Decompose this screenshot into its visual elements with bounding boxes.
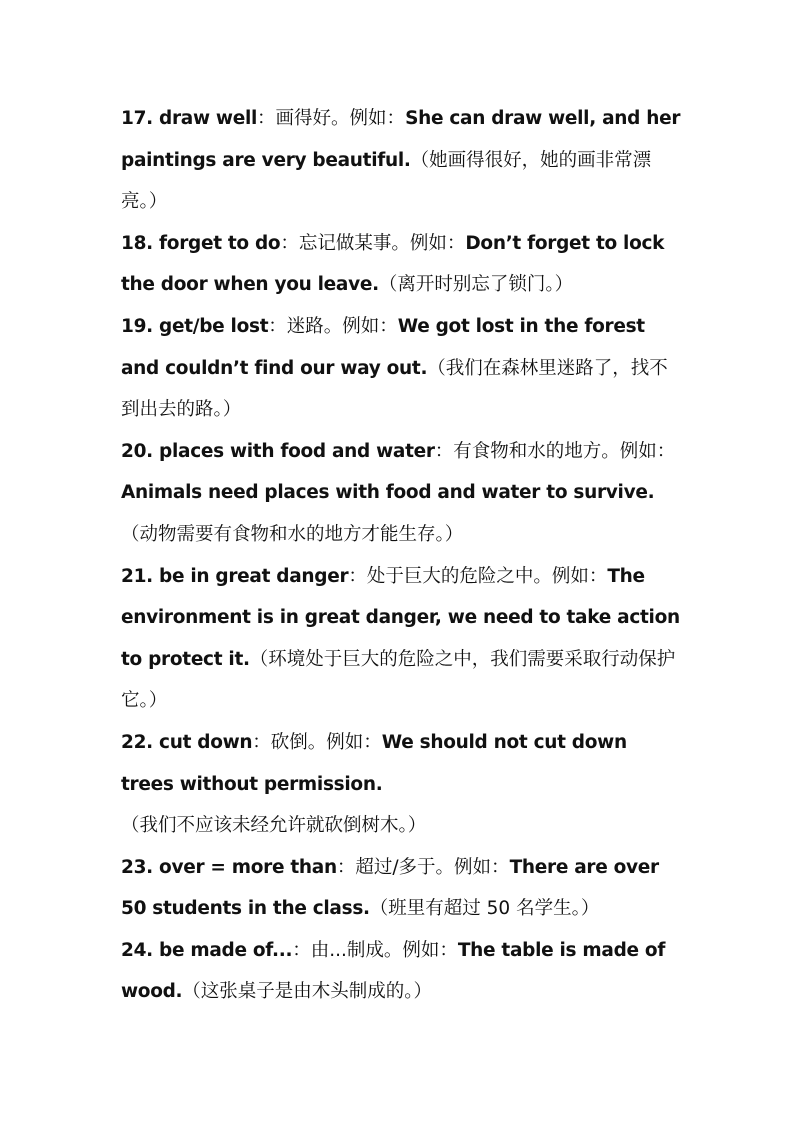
entry-19 — [121, 306, 681, 431]
entry-translation: （班里有超过 50 名学生。） — [369, 898, 600, 920]
entry-number: 23. — [121, 856, 153, 878]
entry-example: She can draw well, and her paintings are very beautiful. — [121, 108, 681, 171]
entry-phrase: be made of... — [159, 939, 293, 961]
entry-21 — [121, 556, 681, 722]
entry-phrase: cut down — [159, 731, 253, 753]
entry-number: 17. — [121, 108, 153, 129]
entry-meaning: ：超过/多于。例如： — [336, 856, 510, 878]
entry-meaning: ：画得好。例如： — [257, 108, 406, 129]
entry-number: 19. — [121, 315, 153, 337]
entry-meaning: ：由...制成。例如： — [292, 939, 458, 961]
entry-meaning: ：有食物和水的地方。例如： — [434, 440, 676, 462]
entry-translation: （离开时别忘了锁门。） — [378, 274, 574, 296]
entry-translation: （我们不应该未经允许就砍倒树木。） — [121, 815, 427, 837]
entry-example: Animals need places with food and water to survive. — [121, 482, 655, 504]
entry-meaning: ：迷路。例如： — [268, 315, 398, 337]
entry-translation: （这张桌子是由木头制成的。） — [182, 981, 433, 1003]
entry-17 — [121, 98, 681, 223]
entry-meaning: ：忘记做某事。例如： — [280, 232, 466, 254]
entry-phrase: forget to do — [159, 232, 281, 254]
entry-phrase: get/be lost — [159, 315, 269, 337]
phrase-list — [121, 98, 681, 1013]
entry-number: 20. — [121, 440, 153, 462]
entry-example: The environment is in great danger, we need to take action to protect it. — [121, 565, 680, 670]
entry-22 — [121, 722, 681, 847]
entry-meaning: ：砍倒。例如： — [252, 731, 382, 753]
entry-example: The table is made of wood. — [121, 939, 666, 1003]
entry-meaning: ：处于巨大的危险之中。例如： — [348, 565, 608, 587]
entry-translation: （环境处于巨大的危险之中，我们需要采取行动保护它。） — [121, 648, 676, 712]
entry-translation: （她画得很好，她的画非常漂亮。） — [121, 149, 652, 213]
entry-24 — [121, 930, 681, 1013]
entry-number: 21. — [121, 565, 153, 587]
entry-example: Don’t forget to lock the door when you leave. — [121, 232, 665, 296]
entry-18 — [121, 223, 681, 306]
entry-translation: （我们在森林里迷路了，找不到出去的路。） — [121, 357, 668, 421]
entry-number: 22. — [121, 731, 153, 753]
entry-20 — [121, 431, 681, 556]
entry-phrase: places with food and water — [159, 440, 435, 462]
entry-phrase: over = more than — [159, 856, 337, 878]
entry-number: 18. — [121, 232, 153, 254]
entry-23 — [121, 847, 681, 930]
entry-example: There are over 50 students in the class. — [121, 856, 659, 920]
entry-translation: （动物需要有食物和水的地方才能生存。） — [121, 523, 464, 545]
entry-example: We got lost in the forest and couldn’t find our way out. — [121, 315, 645, 379]
entry-example: We should not cut down trees without permission. — [121, 731, 627, 795]
entry-phrase: be in great danger — [159, 565, 349, 587]
entry-phrase: draw well — [159, 108, 258, 129]
entry-number: 24. — [121, 939, 153, 961]
